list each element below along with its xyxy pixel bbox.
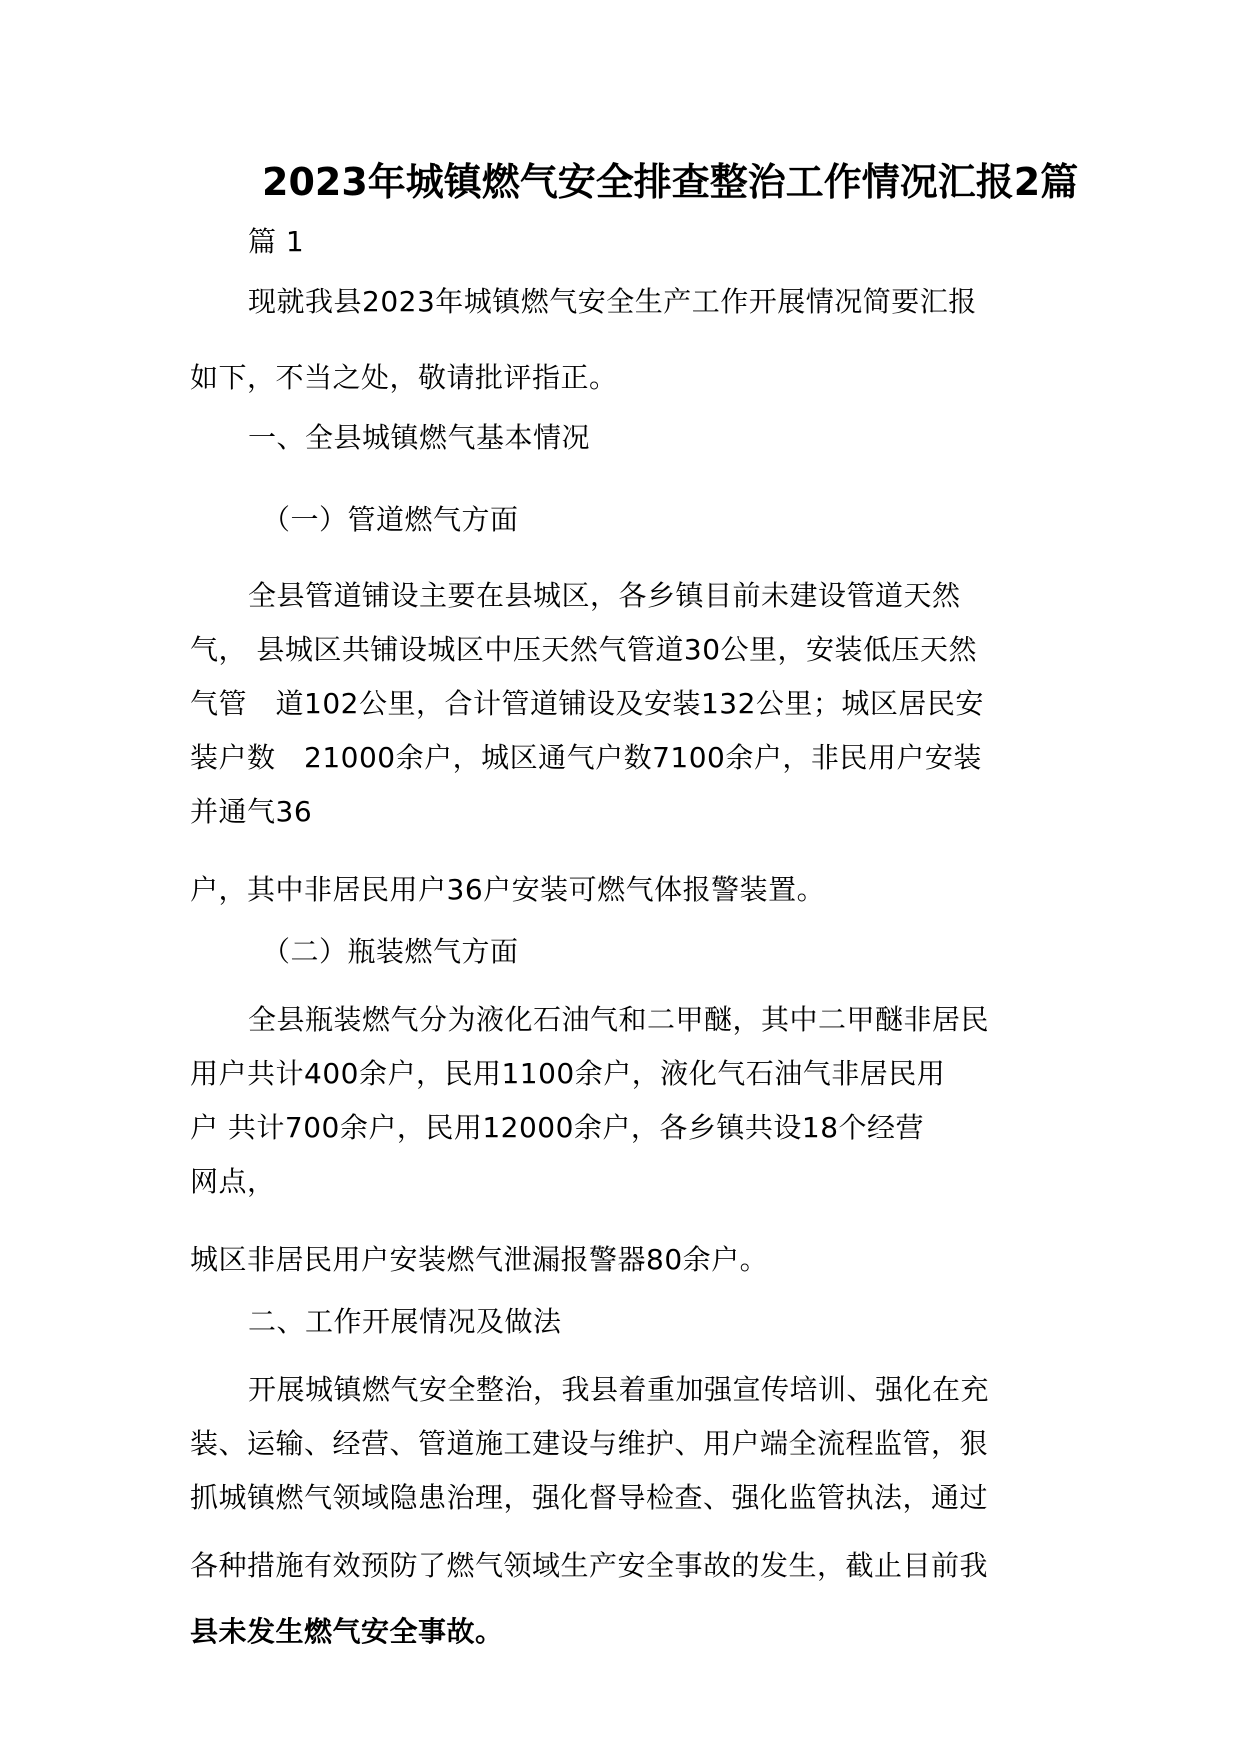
paragraph-line: 城区非居民用户安装燃气泄漏报警器80余户。 [190, 1243, 769, 1276]
heading-basic-situation: 一、全县城镇燃气基本情况 [248, 421, 591, 454]
paragraph-line: 全县瓶装燃气分为液化石油气和二甲醚，其中二甲醚非居民 [248, 1003, 990, 1036]
paragraph-line: 各种措施有效预防了燃气领域生产安全事故的发生，截止目前我 [190, 1549, 989, 1582]
paragraph-line: 如下，不当之处，敬请批评指正。 [190, 361, 618, 394]
paragraph-line-bold: 县未发生燃气安全事故。 [190, 1615, 504, 1648]
paragraph-line: 并通气36 [190, 795, 313, 828]
paragraph-line: 户，其中非居民用户36户安装可燃气体报警装置。 [190, 873, 826, 906]
paragraph-line: 开展城镇燃气安全整治，我县着重加强宣传培训、强化在充 [248, 1373, 990, 1406]
section-label: 篇 1 [248, 225, 305, 258]
paragraph-line: 装户数 21000余户，城区通气户数7100余户，非民用户安装 [190, 741, 982, 774]
paragraph-line: 网点， [190, 1165, 276, 1198]
paragraph-line: 户 共计700余户，民用12000余户，各乡镇共设18个经营 [190, 1111, 925, 1144]
paragraph-line: 气， 县城区共铺设城区中压天然气管道30公里，安装低压天然 [190, 633, 978, 666]
heading-work-progress: 二、工作开展情况及做法 [248, 1305, 562, 1338]
paragraph-line: 全县管道铺设主要在县城区，各乡镇目前未建设管道天然 [248, 579, 961, 612]
paragraph-line: 抓城镇燃气领域隐患治理，强化督导检查、强化监管执法，通过 [190, 1481, 989, 1514]
paragraph-line: 用户共计400余户，民用1100余户，液化气石油气非居民用 [190, 1057, 946, 1090]
paragraph-line: 气管 道102公里，合计管道铺设及安装132公里；城区居民安 [190, 687, 984, 720]
paragraph-line: 现就我县2023年城镇燃气安全生产工作开展情况简要汇报 [248, 285, 977, 318]
document-title: 2023年城镇燃气安全排查整治工作情况汇报2篇 [262, 160, 1079, 204]
paragraph-line: 装、运输、经营、管道施工建设与维护、用户端全流程监管，狠 [190, 1427, 989, 1460]
subheading-bottled-gas: （二）瓶装燃气方面 [262, 935, 519, 968]
subheading-pipeline-gas: （一）管道燃气方面 [262, 503, 519, 536]
